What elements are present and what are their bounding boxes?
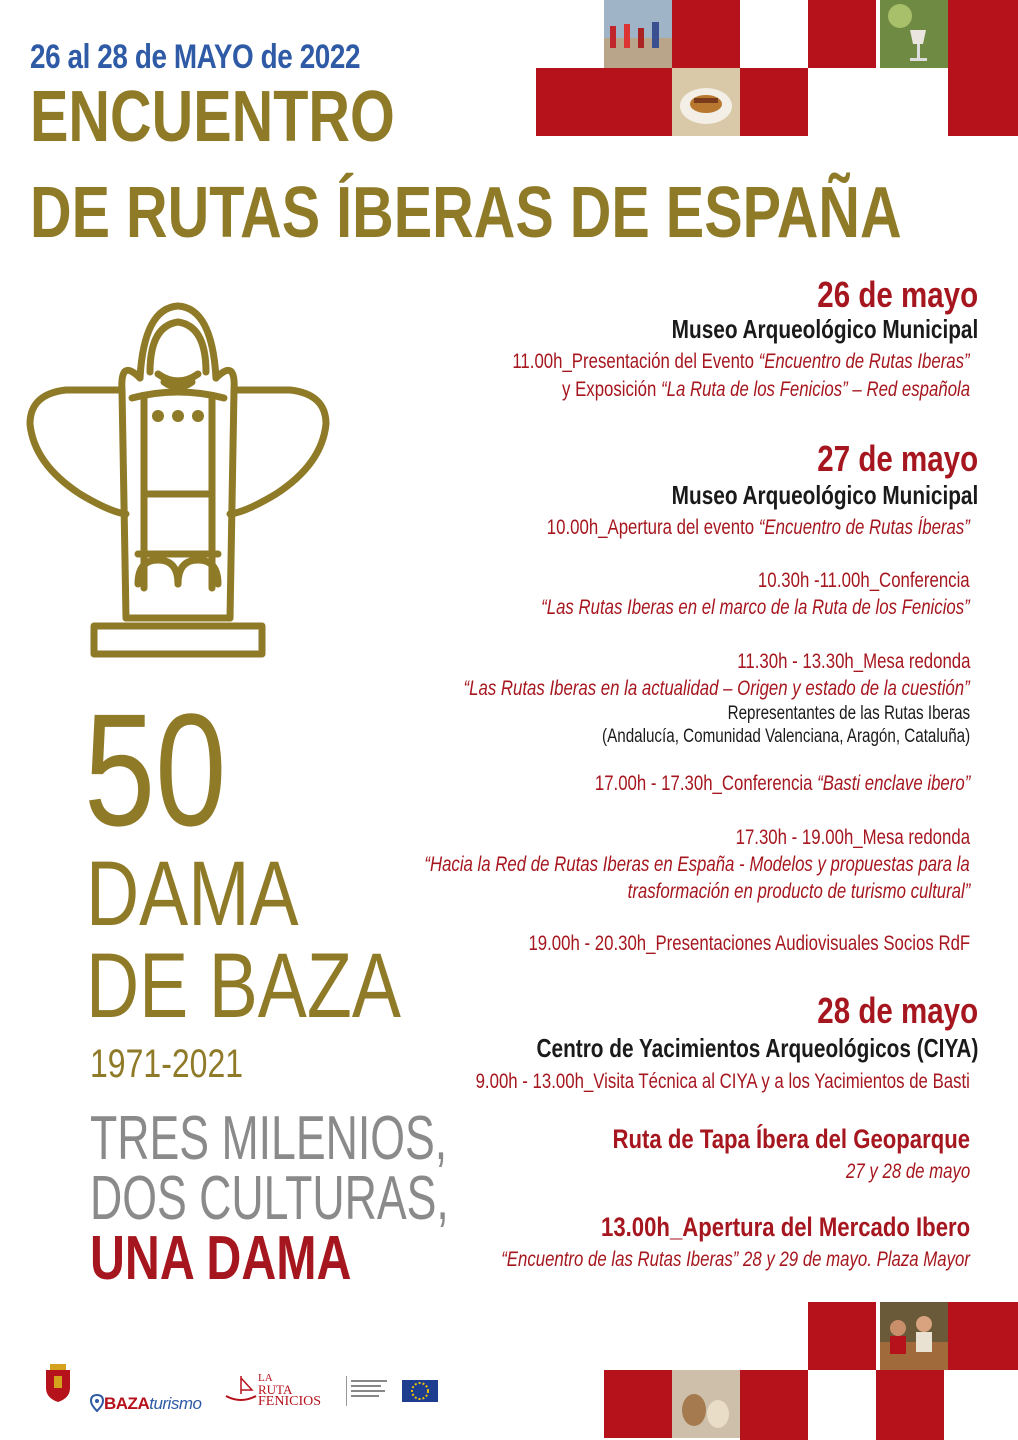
red-square: [740, 1370, 808, 1440]
day-2-event-5-time: 17.30h - 19.00h_Mesa redonda: [735, 826, 970, 849]
slogan-line-1: TRES MILENIOS,: [90, 1104, 448, 1173]
dama-de-baza-icon: [26, 298, 330, 658]
slogan-line-2: DOS CULTURAS,: [90, 1164, 449, 1233]
title-line-2: DE RUTAS ÍBERAS DE ESPAÑA: [30, 173, 902, 253]
de-baza-heading: DE BAZA: [86, 935, 401, 1037]
day-3-venue: Centro de Yacimientos Arqueológicos (CIYA): [536, 1033, 978, 1063]
day-2-event-1: 10.00h_Apertura del evento “Encuentro de Rutas Íberas”: [546, 516, 970, 539]
title-line-1: ENCUENTRO: [30, 77, 395, 157]
day-2-event-3-title: “Las Rutas Iberas en la actualidad – Origen y estado de la cuestión”: [463, 677, 970, 700]
day-3-event-1: 9.00h - 13.00h_Visita Técnica al CIYA y a los Yacimientos de Basti: [475, 1070, 970, 1093]
cultural-route-seal: [346, 1376, 393, 1406]
anniversary-years: 1971-2021: [90, 1042, 244, 1086]
wine-glass-photo: [880, 0, 948, 68]
day-2-venue: Museo Arqueológico Municipal: [671, 480, 978, 510]
baza-turismo-logo: BAZAturismo: [104, 1394, 202, 1413]
red-square: [740, 68, 808, 136]
tapa-photo: [672, 68, 740, 136]
day-2-event-5-title-1: “Hacia la Red de Rutas Iberas en España - Modelos y propuestas para la: [424, 853, 970, 876]
red-square: [948, 1302, 1018, 1370]
red-square: [808, 0, 876, 68]
red-square: [808, 1302, 876, 1370]
red-square: [876, 1370, 944, 1440]
day-1-event-1: 11.00h_Presentación del Evento “Encuentro de Rutas Iberas”: [512, 350, 970, 373]
city-council-crest-icon: [38, 1360, 78, 1404]
day-2-event-2-time: 10.30h -11.00h_Conferencia: [758, 569, 970, 592]
day-2-event-4: 17.00h - 17.30h_Conferencia “Basti enclave ibero”: [594, 772, 970, 795]
market-details: “Encuentro de las Rutas Iberas” 28 y 29 de mayo. Plaza Mayor: [501, 1248, 970, 1271]
dama-heading: DAMA: [86, 843, 299, 945]
day-3-date: 28 de mayo: [817, 990, 978, 1031]
council-of-europe-icon: [400, 1374, 440, 1408]
red-square: [948, 0, 1018, 68]
day-2-date: 27 de mayo: [817, 438, 978, 479]
day-2-event-5-title-2: trasformación en producto de turismo cultural”: [627, 880, 970, 903]
ruta-fenicios-logo: LA RUTA FENICIOS: [258, 1372, 322, 1409]
red-square: [672, 0, 740, 68]
day-1-event-2: y Exposición “La Ruta de los Fenicios” – Red española: [561, 378, 970, 401]
tapa-route-dates: 27 y 28 de mayo: [845, 1160, 970, 1183]
red-square: [948, 68, 1018, 136]
slogan-line-3: UNA DAMA: [90, 1224, 352, 1293]
day-1-date: 26 de mayo: [817, 274, 978, 315]
market-photo: [880, 1302, 948, 1370]
red-square: [604, 1370, 672, 1438]
festival-photo: [604, 0, 672, 68]
day-1-venue: Museo Arqueológico Municipal: [671, 314, 978, 344]
ceramics-photo: [672, 1370, 740, 1438]
day-2-event-3-note-1: Representantes de las Rutas Iberas: [727, 703, 970, 724]
day-2-event-3-note-2: (Andalucía, Comunidad Valenciana, Aragón, Cataluña): [601, 726, 970, 747]
red-square: [604, 68, 672, 136]
tapa-route-title: Ruta de Tapa Íbera del Geoparque: [612, 1124, 970, 1154]
anniversary-number: 50: [84, 680, 227, 859]
market-title: 13.00h_Apertura del Mercado Ibero: [600, 1212, 970, 1242]
location-pin-icon: [90, 1394, 104, 1412]
red-square: [536, 68, 604, 136]
day-2-event-3-time: 11.30h - 13.30h_Mesa redonda: [736, 650, 970, 673]
day-2-event-2-title: “Las Rutas Iberas en el marco de la Ruta de los Fenicios”: [541, 596, 970, 619]
day-2-event-6: 19.00h - 20.30h_Presentaciones Audiovisuales Socios RdF: [528, 932, 970, 955]
event-dates: 26 al 28 de MAYO de 2022: [30, 38, 361, 76]
phoenician-ship-icon: [224, 1372, 258, 1406]
